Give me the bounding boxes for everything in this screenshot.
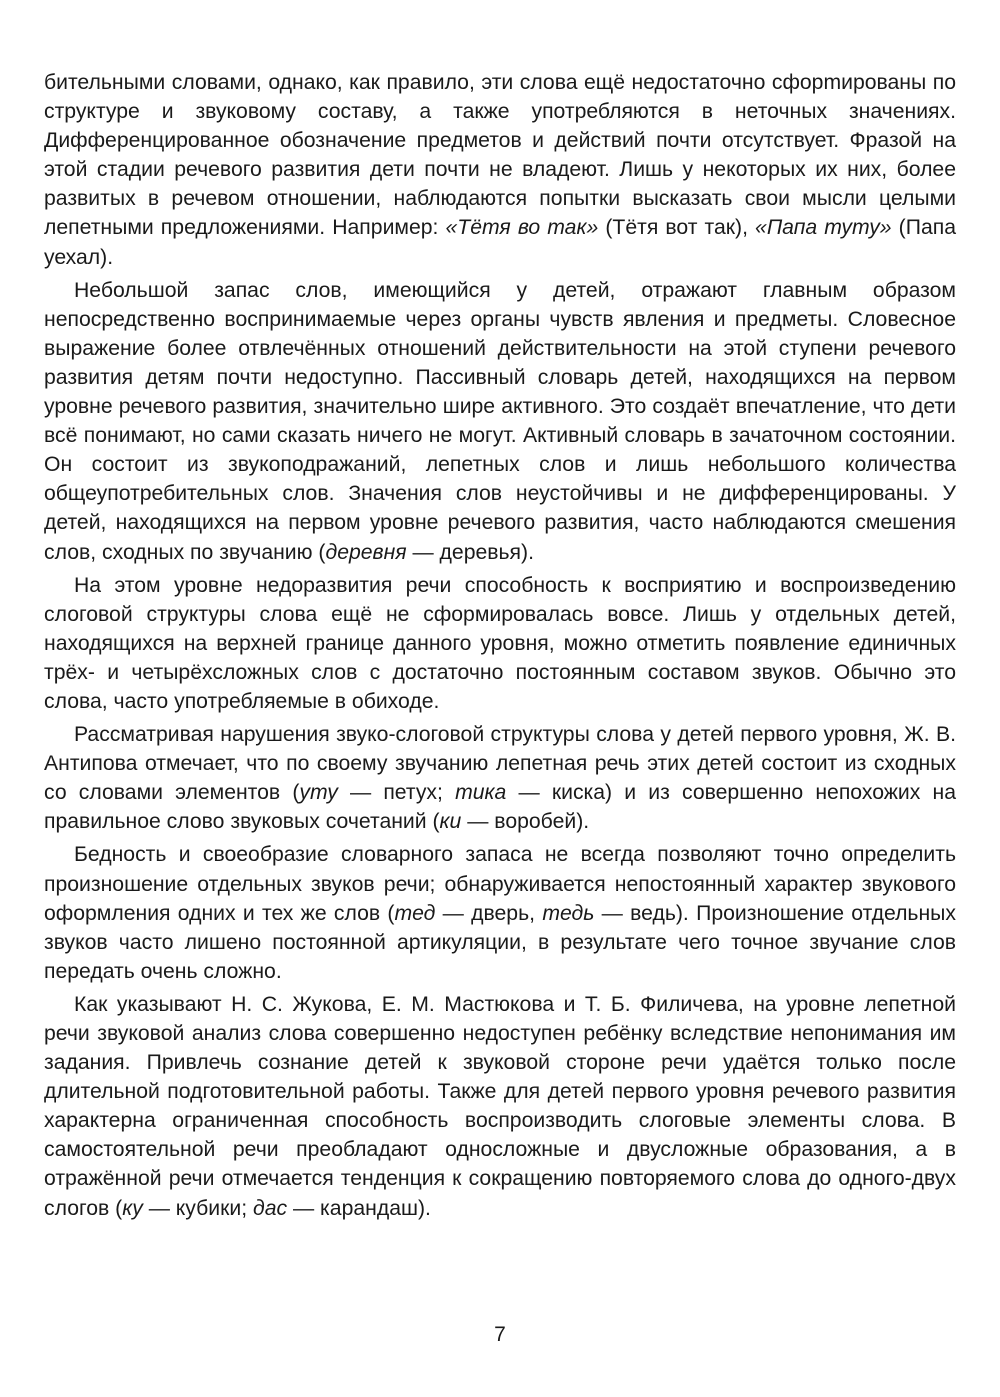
text-run: (Папа уехал). — [44, 216, 956, 269]
text-run: Рассматривая нарушения звуко-слоговой структуры слова у детей первого уровня, Ж. В. Антипова отмечает, что по своему звучанию лепетная речь этих детей состоит из сходных со словами элементов ( — [44, 723, 956, 805]
italic-example: тедь — [542, 901, 595, 925]
text-run: На этом уровне недоразвития речи способность к восприятию и воспроизведению слоговой структуры слова ещё не сформировалась вовсе. Лишь у отдельных детей, находящихся на верхней границе данного уровня, можно отметить появление единичных трёх- и четырёхсложных слов с достаточно постоянным составом звуков. Обычно это слова, часто употребляемые в обиходе. — [44, 573, 956, 713]
text-run: — деревья). — [406, 540, 534, 564]
text-run: — ведь). Произношение отдельных звуков часто лишено постоянной артикуляции, в результате чего точное звучание слов передать очень сложно. — [44, 901, 956, 983]
italic-example: «Тётя во так» — [445, 216, 599, 240]
text-run: Небольшой запас слов, имеющийся у детей, отражают главным образом непосредственно воспринимаемые через органы чувств явления и предметы. Словесное выражение более отвлечённых отношений действительности на этой ступени речевого развития детям почти недоступно. Пассивный словарь детей, находящихся на первом уровне речевого развития, значительно шире активного. Это создаёт впечатление, что дети всё понимают, но сами сказать ничего не могут. Активный словарь в зачаточном состоянии. Он состоит из звукоподражаний, лепетных слов и лишь небольшого количества общеупотребительных слов. Значения слов неустойчивы и не дифференцированы. У детей, находящихся на первом уровне речевого развития, часто наблюдаются смешения слов, сходных по звучанию ( — [44, 278, 956, 564]
paragraph — [44, 990, 956, 1223]
text-run: — дверь, — [435, 901, 543, 925]
text-run: — киска) и из совершенно непохожих на правильное слово звуковых сочетаний ( — [44, 781, 957, 834]
italic-example: деревня — [325, 540, 407, 564]
italic-example: ку — [122, 1196, 143, 1220]
text-run: — кубики; — [142, 1196, 253, 1220]
italic-example: ки — [439, 810, 462, 834]
paragraph — [44, 840, 956, 985]
paragraph — [44, 68, 956, 272]
italic-example: тика — [455, 781, 507, 805]
page-body — [44, 68, 956, 1227]
page-number: 7 — [494, 1323, 506, 1346]
text-run: бительными словами, однако, как правило, эти слова ещё недостаточно сфорmированы по структуре и звуковому составу, а также употребляются в неточных значениях. Дифференцированное обозначение предметов и действий почти отсутствует. Фразой на этой стадии речевого развития дети почти не владеют. Лишь у некоторых их них, более развитых в речевом отношении, наблюдаются попытки высказать свои мысли целыми лепетными предложениями. Например: — [44, 71, 956, 240]
text-run: — карандаш). — [287, 1196, 431, 1220]
italic-example: уту — [299, 781, 338, 805]
text-run: Бедность и своеобразие словарного запаса не всегда позволяют точно определить произношение отдельных звуков речи; обнаруживается непостоянный характер звукового оформления одних и тех же слов ( — [44, 843, 956, 925]
paragraph — [44, 571, 956, 716]
text-run: (Тётя вот так), — [598, 216, 756, 240]
paragraph — [44, 720, 956, 836]
text-run: — воробей). — [461, 810, 590, 834]
paragraph — [44, 276, 956, 567]
text-run: Как указывают Н. С. Жукова, Е. М. Мастюкова и Т. Б. Филичева, на уровне лепетной речи звуковой анализ слова совершенно недоступен ребёнку вследствие непонимания им задания. Привлечь сознание детей к звуковой стороне речи удаётся только после длительной подготовительной работы. Также для детей первого уровня речевого развития характерна ограниченная способность воспроизводить слоговые элементы слова. В самостоятельной речи преобладают односложные и двусложные образования, а в отражённой речи отмечается тенденция к сокращению повторяемого слова до одного-двух слогов ( — [44, 992, 956, 1220]
italic-example: дас — [253, 1196, 288, 1220]
italic-example: тед — [394, 901, 436, 925]
text-run: — петух; — [337, 781, 456, 805]
italic-example: «Папа туту» — [755, 216, 892, 240]
